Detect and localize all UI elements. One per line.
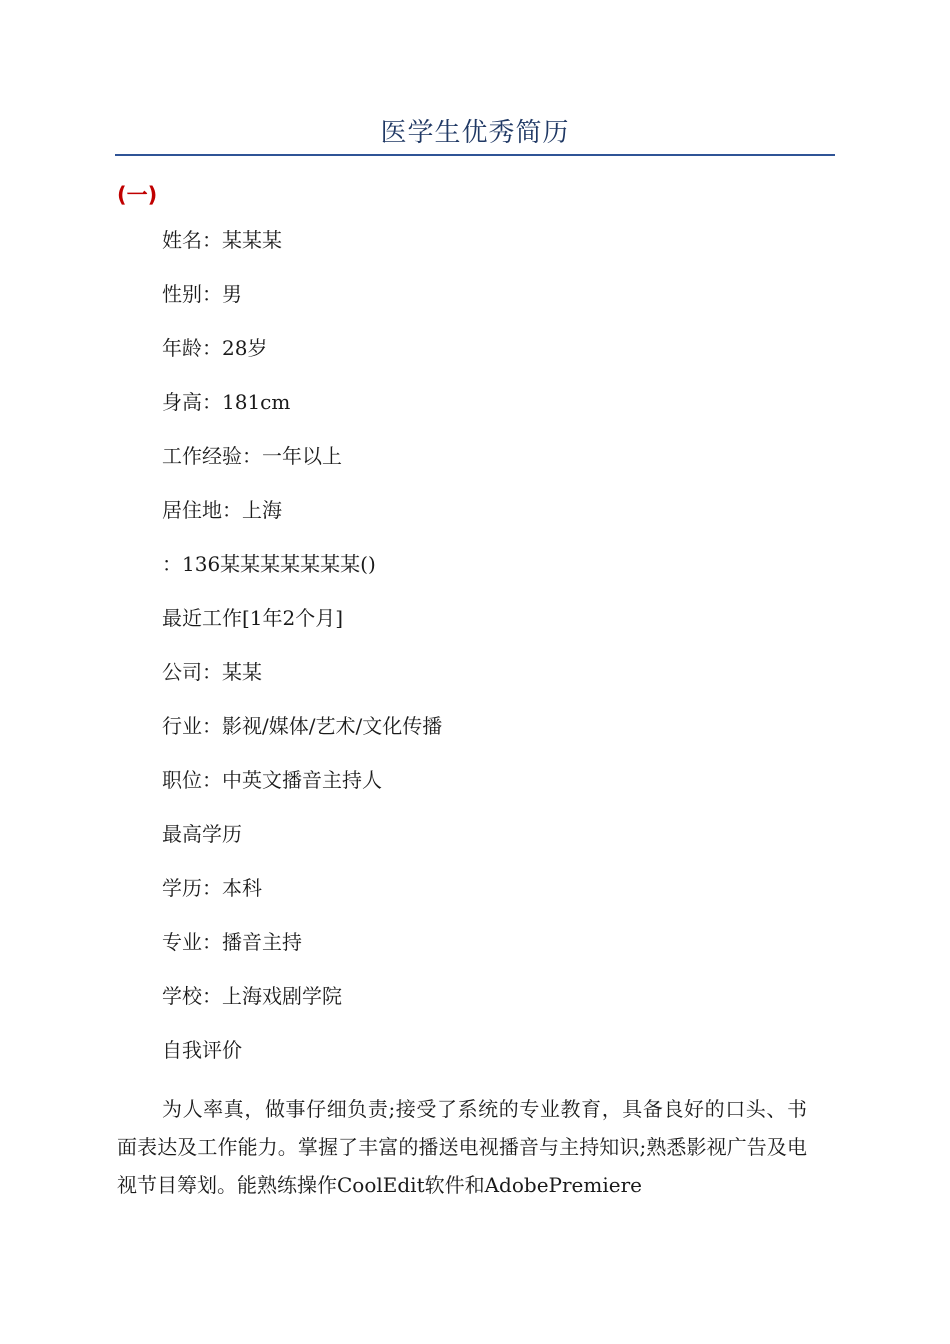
self-evaluation-paragraph: 为人率真，做事仔细负责;接受了系统的专业教育，具备良好的口头、书面表达及工作能力。掌握了丰富的播送电视播音与主持知识;熟悉影视广告及电视节目筹划。能熟练操作CoolEdit软件和AdobePremiere xyxy=(117,1097,807,1197)
field-industry: 行业：影视/媒体/艺术/文化传播 xyxy=(162,714,443,738)
field-name: 姓名：某某某 xyxy=(162,228,282,252)
field-age: 年龄：28岁 xyxy=(162,336,268,360)
field-degree: 学历：本科 xyxy=(162,876,262,900)
field-phone: ：136某某某某某某某() xyxy=(162,552,376,576)
field-company: 公司：某某 xyxy=(162,660,262,684)
field-height: 身高：181cm xyxy=(162,390,291,414)
field-experience: 工作经验：一年以上 xyxy=(162,444,342,468)
field-gender: 性别：男 xyxy=(162,282,242,306)
field-recent-job: 最近工作[1年2个月] xyxy=(162,606,344,630)
education-heading: 最高学历 xyxy=(162,822,242,846)
field-residence: 居住地：上海 xyxy=(162,498,282,522)
section-heading: (一) xyxy=(117,183,158,207)
self-evaluation-heading: 自我评价 xyxy=(162,1038,242,1062)
title-divider xyxy=(115,154,835,156)
field-major: 专业：播音主持 xyxy=(162,930,302,954)
page-title: 医学生优秀简历 xyxy=(380,118,570,148)
field-position: 职位：中英文播音主持人 xyxy=(162,768,382,792)
field-school: 学校：上海戏剧学院 xyxy=(162,984,342,1008)
